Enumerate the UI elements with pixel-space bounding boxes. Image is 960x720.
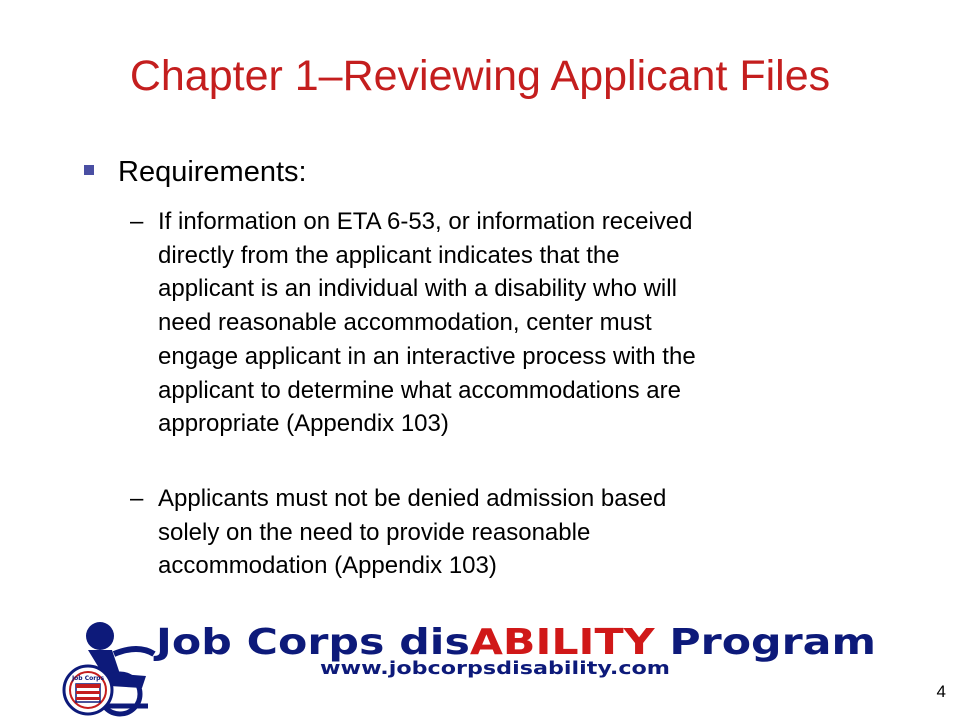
text-line: directly from the applicant indicates that the bbox=[158, 241, 620, 269]
text-line: accommodation (Appendix 103) bbox=[158, 552, 497, 580]
seal-text: Job Corps bbox=[71, 675, 105, 682]
square-bullet-icon bbox=[84, 165, 94, 175]
logo-part-3: Program bbox=[654, 622, 842, 663]
text-line: Applicants must not be denied admission based bbox=[158, 485, 667, 512]
bullet-text: Requirements: bbox=[118, 156, 307, 188]
dash-marker: – bbox=[130, 485, 144, 512]
logo-part-1: Job Corps dis bbox=[156, 622, 421, 663]
job-corps-banner bbox=[58, 614, 878, 718]
sub-item-text bbox=[158, 482, 880, 583]
job-corps-seal-icon bbox=[64, 666, 112, 714]
text-line: If information on ETA 6-53, or information received bbox=[158, 208, 693, 235]
banner-logo-text bbox=[152, 622, 876, 663]
sub-item-2 bbox=[130, 482, 880, 583]
logo-part-ability: ABILITY bbox=[469, 622, 626, 663]
sub-item-text bbox=[158, 205, 880, 441]
text-line: applicant to determine what accommodations are bbox=[158, 376, 681, 404]
text-line: solely on the need to provide reasonable bbox=[158, 518, 591, 546]
sub-item-1 bbox=[130, 205, 880, 441]
dash-marker: – bbox=[130, 208, 144, 235]
text-line: engage applicant in an interactive process with the bbox=[158, 342, 696, 370]
bullet-item bbox=[84, 152, 307, 192]
text-line: need reasonable accommodation, center must bbox=[158, 309, 652, 337]
page-number: 4 bbox=[936, 682, 946, 701]
slide-title: Chapter 1–Reviewing Applicant Files bbox=[129, 52, 831, 100]
banner-url: www.jobcorpsdisability.com bbox=[320, 658, 670, 679]
text-line: appropriate (Appendix 103) bbox=[158, 410, 449, 438]
text-line: applicant is an individual with a disability who will bbox=[158, 275, 677, 303]
